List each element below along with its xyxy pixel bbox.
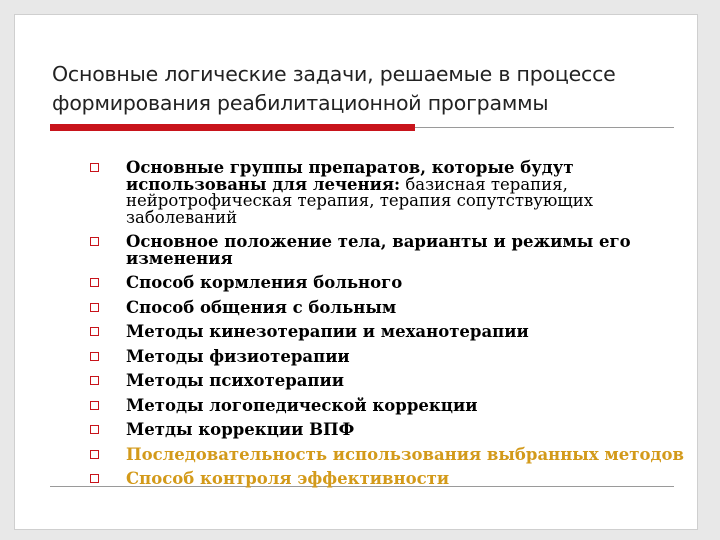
square-bullet-icon: [90, 376, 99, 385]
list-item-bold: Основное положение тела, варианты и режимы его изменения: [126, 232, 631, 268]
frame-bottom: [0, 530, 720, 540]
frame-left: [0, 0, 14, 540]
list-item: [88, 275, 688, 292]
square-bullet-icon: [90, 303, 99, 312]
frame-right: [698, 0, 720, 540]
title-divider-red: [50, 124, 415, 131]
square-bullet-icon: [90, 352, 99, 361]
list-item-normal: базисная терапия, нейротрофическая терапия, терапия сопутствующих заболеваний: [126, 174, 594, 227]
slide-title-line-2: формирования реабилитационной программы: [52, 91, 549, 115]
slide-title-line-1: Основные логические задачи, решаемые в процессе: [52, 62, 616, 86]
list-item-highlighted: [88, 444, 688, 464]
list-item-bold: Последовательность использования выбранных методов: [126, 444, 684, 464]
list-item: [88, 234, 688, 267]
frame-top: [0, 0, 720, 14]
task-list: [88, 160, 688, 496]
list-item-bold: Методы кинезотерапии и механотерапии: [126, 322, 529, 341]
square-bullet-icon: [90, 450, 99, 459]
list-item-bold: Способ общения с больным: [126, 297, 397, 317]
list-item-bold: Методы психотерапии: [126, 371, 344, 390]
list-item: [88, 373, 688, 390]
list-item-bold: Способ контроля эффективности: [126, 469, 450, 488]
list-item: [88, 346, 688, 366]
list-item: [88, 324, 688, 341]
list-item-bold: Способ кормления больного: [126, 273, 403, 292]
list-item-bold: Методы физиотерапии: [126, 346, 350, 366]
square-bullet-icon: [90, 237, 99, 246]
list-item: [88, 422, 688, 439]
list-item-highlighted: [88, 471, 688, 488]
list-item: [88, 297, 688, 317]
slide-title: [52, 60, 672, 118]
square-bullet-icon: [90, 327, 99, 336]
square-bullet-icon: [90, 163, 99, 172]
square-bullet-icon: [90, 401, 99, 410]
list-item-bold: Метды коррекции ВПФ: [126, 420, 355, 439]
list-item-bold: Методы логопедической коррекции: [126, 395, 478, 415]
square-bullet-icon: [90, 474, 99, 483]
list-item-bold: Основные группы препаратов, которые будут использованы для лечения:: [126, 158, 574, 194]
list-item: [88, 160, 688, 226]
list-item: [88, 395, 688, 415]
square-bullet-icon: [90, 425, 99, 434]
square-bullet-icon: [90, 278, 99, 287]
